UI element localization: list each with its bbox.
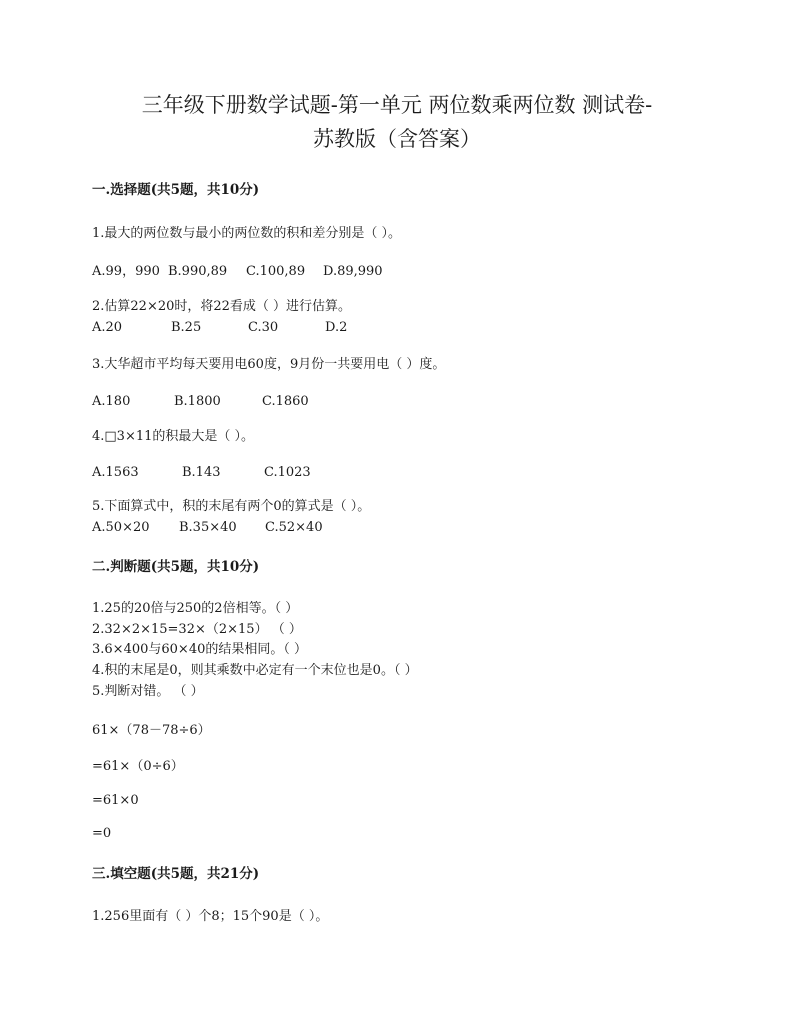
- section-heading-fill: 三.填空题(共5题，共21分): [92, 866, 260, 882]
- judgement-item: 3.6×400与60×40的结果相同。（ ）: [92, 642, 307, 657]
- section-heading-choice: 一.选择题(共5题，共10分): [92, 182, 260, 198]
- judgement-item: 5.判断对错。 （ ）: [92, 684, 204, 699]
- option-c: C.1023: [264, 465, 311, 480]
- option-c: C.100,89: [246, 264, 306, 279]
- option-c: C.1860: [262, 394, 309, 409]
- title-line-1: 三年级下册数学试题-第一单元 两位数乘两位数 测试卷-: [141, 93, 653, 117]
- option-c: C.52×40: [265, 520, 323, 535]
- option-c: C.30: [248, 320, 279, 335]
- question-3: 3.大华超市平均每天要用电60度，9月份一共要用电（ ）度。: [92, 357, 446, 372]
- title-line-2: 苏教版（含答案）: [313, 127, 481, 151]
- question-4: 4.□3×11的积最大是（ ）。: [92, 429, 255, 444]
- question-2-options: [92, 319, 347, 337]
- option-d: D.89,990: [323, 264, 383, 279]
- option-a: A.50×20: [92, 520, 150, 535]
- calc-step: =61×0: [92, 793, 139, 808]
- option-a: A.99，990: [92, 264, 160, 279]
- judgement-item: 2.32×2×15=32×（2×15） （ ）: [92, 622, 302, 637]
- section-heading-judgement: 二.判断题(共5题，共10分): [92, 559, 260, 575]
- calc-step: =0: [92, 826, 112, 841]
- question-1-options: [92, 263, 383, 281]
- judgement-item: 1.25的20倍与250的2倍相等。（ ）: [92, 601, 299, 616]
- calc-step: =61×（0÷6）: [92, 759, 184, 774]
- option-b: B.25: [171, 320, 202, 335]
- question-4-options: [92, 464, 311, 482]
- option-b: B.35×40: [179, 520, 237, 535]
- judgement-item: 4.积的末尾是0，则其乘数中必定有一个末位也是0。（ ）: [92, 663, 418, 678]
- question-5: 5.下面算式中，积的末尾有两个0的算式是（ ）。: [92, 499, 371, 514]
- fill-question-1: 1.256里面有（ ）个8；15个90是（ ）。: [92, 909, 329, 924]
- option-b: B.990,89: [168, 264, 228, 279]
- option-b: B.143: [182, 465, 221, 480]
- option-d: D.2: [325, 320, 348, 335]
- page-title: [90, 88, 704, 156]
- question-2: 2.估算22×20时，将22看成（ ）进行估算。: [92, 299, 352, 314]
- question-5-options: [92, 519, 323, 537]
- option-b: B.1800: [174, 394, 221, 409]
- option-a: A.180: [92, 394, 131, 409]
- option-a: A.20: [92, 320, 123, 335]
- option-a: A.1563: [92, 465, 139, 480]
- calc-step: 61×（78－78÷6）: [92, 723, 211, 738]
- question-1: 1.最大的两位数与最小的两位数的积和差分别是（ ）。: [92, 226, 402, 241]
- question-3-options: [92, 393, 309, 411]
